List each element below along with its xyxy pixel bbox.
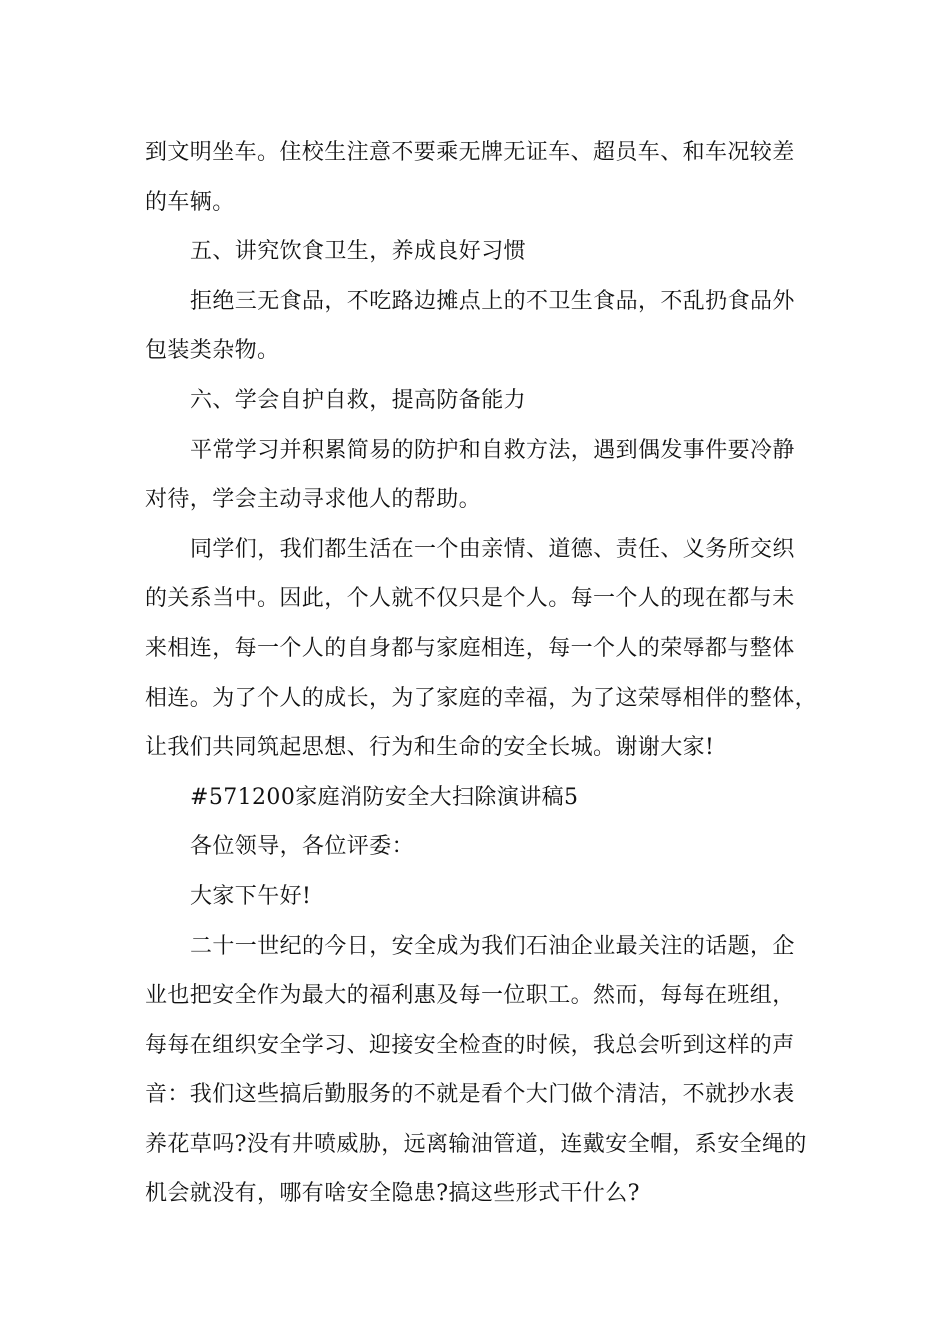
section-heading: 六、学会自护自救，提高防备能力 [190, 387, 527, 413]
document-body [145, 128, 835, 1219]
text-line: 的车辆。 [145, 189, 235, 215]
greeting: 大家下午好! [190, 883, 312, 909]
text-line: 平常学习并积累简易的防护和自救方法，遇到偶发事件要冷静 [190, 437, 795, 463]
text-line: 机会就没有，哪有啥安全隐患?搞这些形式干什么? [145, 1181, 640, 1207]
text-line: 来相连，每一个人的自身都与家庭相连，每一个人的荣辱都与整体 [145, 635, 795, 661]
text-line: 包装类杂物。 [145, 338, 280, 364]
text-line: 养花草吗?没有井喷威胁，远离输油管道，连戴安全帽，系安全绳的 [145, 1131, 807, 1157]
text-line: 的关系当中。因此，个人就不仅只是个人。每一个人的现在都与未 [145, 586, 795, 612]
text-line: 同学们，我们都生活在一个由亲情、道德、责任、义务所交织 [190, 536, 795, 562]
text-line: 到文明坐车。住校生注意不要乘无牌无证车、超员车、和车况较差 [145, 140, 795, 165]
text-line: 相连。为了个人的成长，为了家庭的幸福，为了这荣辱相伴的整体， [145, 685, 818, 711]
text-line: 二十一世纪的今日，安全成为我们石油企业最关注的话题，企 [190, 933, 795, 959]
section-heading: 五、讲究饮食卫生，养成良好习惯 [190, 239, 527, 265]
salutation: 各位领导，各位评委： [190, 834, 415, 860]
article-title: #571200家庭消防安全大扫除演讲稿5 [190, 784, 579, 810]
text-line: 拒绝三无食品，不吃路边摊点上的不卫生食品，不乱扔食品外 [190, 288, 795, 314]
text-line: 业也把安全作为最大的福利惠及每一位职工。然而，每每在班组， [145, 983, 795, 1009]
text-line: 对待，学会主动寻求他人的帮助。 [145, 487, 482, 513]
text-line: 音：我们这些搞后勤服务的不就是看个大门做个清洁，不就抄水表 [145, 1082, 795, 1108]
text-line: 每每在组织安全学习、迎接安全检查的时候，我总会听到这样的声 [145, 1032, 795, 1058]
text-line: 让我们共同筑起思想、行为和生命的安全长城。谢谢大家! [145, 735, 715, 761]
